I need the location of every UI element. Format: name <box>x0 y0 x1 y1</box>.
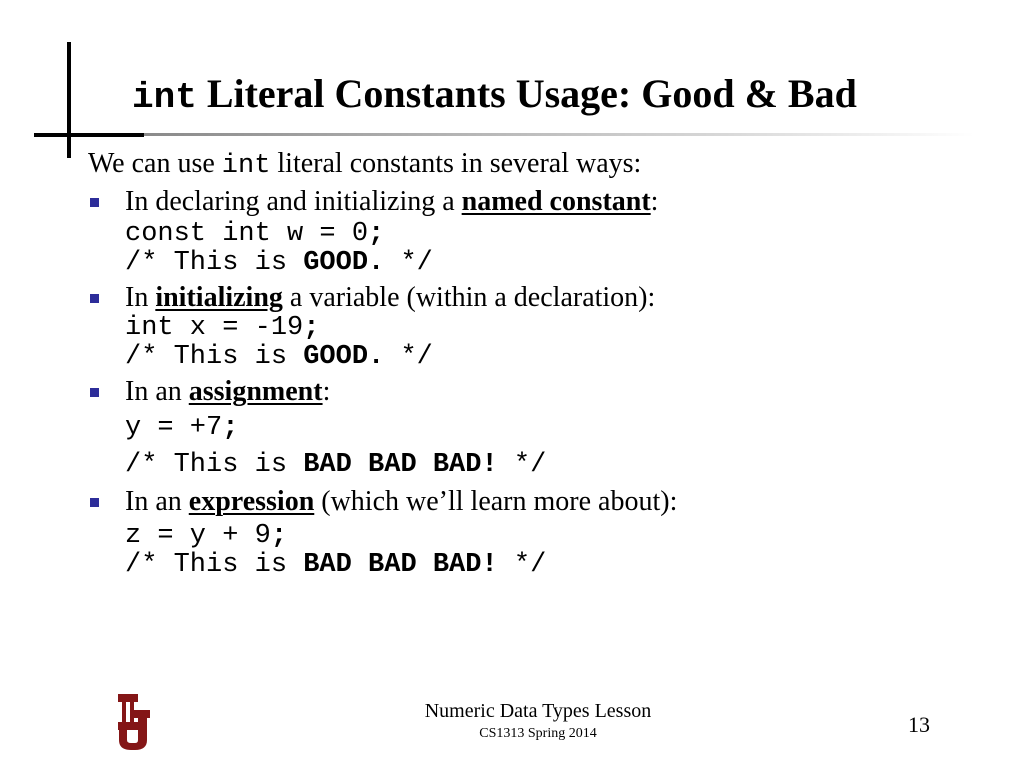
bullet-2-text <box>125 282 655 314</box>
intro-post: literal constants in several ways: <box>270 148 642 179</box>
bullet-3-term: assignment <box>188 376 323 407</box>
comment-post: */ <box>497 450 547 480</box>
comment-strong: GOOD. <box>303 342 385 372</box>
code-text: int x = -19 <box>125 313 304 343</box>
code-semicolon: ; <box>303 313 320 343</box>
code-semicolon: ; <box>368 219 385 249</box>
bullet-1-code-1 <box>125 220 384 249</box>
bullet-4-text <box>125 486 677 518</box>
comment-pre: /* This is <box>125 248 304 278</box>
bullet-2-code-1 <box>125 314 319 343</box>
ou-logo-icon <box>108 690 158 752</box>
comment-strong: GOOD. <box>303 248 385 278</box>
bullet-3-text <box>125 376 330 408</box>
bullet-4-term: expression <box>188 486 315 517</box>
code-text: z = y + 9 <box>125 521 271 551</box>
comment-post: */ <box>384 248 433 278</box>
bullet-2-term: initializing <box>155 282 283 313</box>
bullet-4-post: (which we’ll learn more about): <box>314 486 678 517</box>
decor-title-underline <box>144 133 974 136</box>
code-text: const int w = 0 <box>125 219 369 249</box>
code-text: y = +7 <box>125 413 223 443</box>
title-text: Literal Constants Usage: Good & Bad <box>196 71 857 116</box>
comment-pre: /* This is <box>125 550 304 580</box>
comment-post: */ <box>384 342 433 372</box>
decor-vertical-rule <box>67 42 71 158</box>
code-semicolon: ; <box>222 413 239 443</box>
bullet-4-code-1 <box>125 522 287 551</box>
slide-title <box>132 70 857 122</box>
code-semicolon: ; <box>270 521 288 551</box>
comment-pre: /* This is <box>125 450 304 480</box>
bullet-icon <box>90 294 99 303</box>
bullet-2-code-2 <box>125 343 433 372</box>
bullet-2-post: a variable (within a declaration): <box>282 282 656 313</box>
bullet-3-code-1 <box>125 414 238 443</box>
bullet-3-pre: In an <box>125 376 189 407</box>
bullet-icon <box>90 388 99 397</box>
intro-code: int <box>221 151 271 181</box>
bullet-4-code-2 <box>125 551 546 580</box>
bullet-icon <box>90 198 99 207</box>
intro-line <box>88 148 641 182</box>
bullet-1-code-2 <box>125 249 433 278</box>
title-code: int <box>132 77 197 118</box>
footer-lesson: Numeric Data Types Lesson <box>424 700 652 722</box>
footer-course: CS1313 Spring 2014 <box>479 726 597 741</box>
comment-strong: BAD BAD BAD! <box>303 450 498 480</box>
bullet-icon <box>90 498 99 507</box>
comment-post: */ <box>497 550 547 580</box>
page-number: 13 <box>908 712 930 737</box>
bullet-3-code-2 <box>125 451 546 480</box>
intro-pre: We can use <box>88 148 222 179</box>
bullet-3-post: : <box>322 376 331 407</box>
bullet-1-term: named constant <box>461 186 651 217</box>
comment-strong: BAD BAD BAD! <box>303 550 498 580</box>
bullet-1-pre: In declaring and initializing a <box>125 186 462 217</box>
decor-horizontal-rule <box>34 133 144 137</box>
bullet-2-pre: In <box>125 282 156 313</box>
bullet-4-pre: In an <box>125 486 189 517</box>
comment-pre: /* This is <box>125 342 304 372</box>
bullet-1-post: : <box>650 186 659 217</box>
bullet-1-text <box>125 186 658 218</box>
